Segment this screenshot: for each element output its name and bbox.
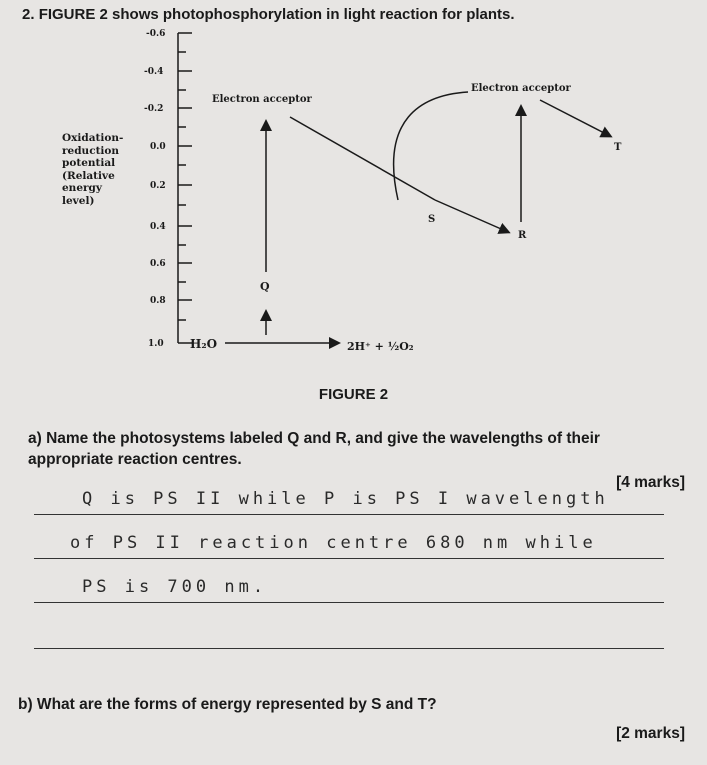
label-water: H₂O	[190, 337, 218, 351]
part-b-question: b) What are the forms of energy represented by S and T?	[18, 696, 437, 713]
y-axis-ticks	[178, 33, 192, 343]
question-number: 2.	[22, 6, 35, 23]
question-prompt: FIGURE 2 shows photophosphorylation in light reaction for plants.	[38, 6, 515, 23]
axis-title-line: energy	[62, 182, 102, 194]
part-a-question: a) Name the photosystems labeled Q and R, and give the wavelengths of their appropriate reaction centres.	[28, 430, 600, 468]
answer-line-1-text: Q is PS II while P is PS I wavelength	[82, 489, 609, 509]
label-t: T	[614, 142, 622, 153]
label-q: Q	[260, 280, 270, 293]
answer-line-2	[34, 558, 664, 559]
electron-acceptor-left: Electron acceptor	[212, 94, 312, 105]
label-r: R	[518, 230, 527, 241]
answer-line-3-text: PS is 700 nm.	[82, 577, 268, 597]
tick-label: 1.0	[148, 339, 164, 349]
y-axis-title	[62, 132, 152, 207]
electron-acceptor-right: Electron acceptor	[471, 83, 571, 94]
axis-title-line: (Relative	[62, 169, 115, 182]
tick-label: 0.6	[150, 259, 166, 269]
tick-label: 0.2	[150, 181, 166, 191]
axis-title-line: reduction	[62, 144, 120, 157]
axis-title-line: Oxidation-	[62, 132, 124, 144]
tick-label: -0.6	[146, 29, 166, 39]
tick-label: 0.8	[150, 296, 166, 306]
axis-title-line: potential	[62, 157, 116, 169]
tick-label: -0.2	[144, 104, 164, 114]
part-b-marks: [2 marks]	[616, 725, 685, 742]
part-a-marks: [4 marks]	[616, 474, 685, 491]
tick-label: 0.0	[150, 142, 166, 152]
s-arrow	[435, 200, 508, 232]
tick-label: 0.4	[150, 222, 166, 232]
answer-line-4	[34, 648, 664, 649]
question-header	[22, 6, 515, 23]
tick-label: -0.4	[144, 67, 164, 77]
answer-line-2-text: of PS II reaction centre 680 nm while	[70, 533, 597, 553]
s-diagonal-line	[290, 117, 435, 200]
figure-caption: FIGURE 2	[318, 386, 389, 403]
label-products: 2H⁺ + ½O₂	[347, 340, 414, 353]
answer-line-1	[34, 514, 664, 515]
answer-line-3	[34, 602, 664, 603]
r-curve	[394, 92, 468, 200]
label-s: S	[428, 214, 436, 225]
t-arrow	[540, 100, 610, 136]
axis-title-line: level)	[62, 194, 95, 207]
